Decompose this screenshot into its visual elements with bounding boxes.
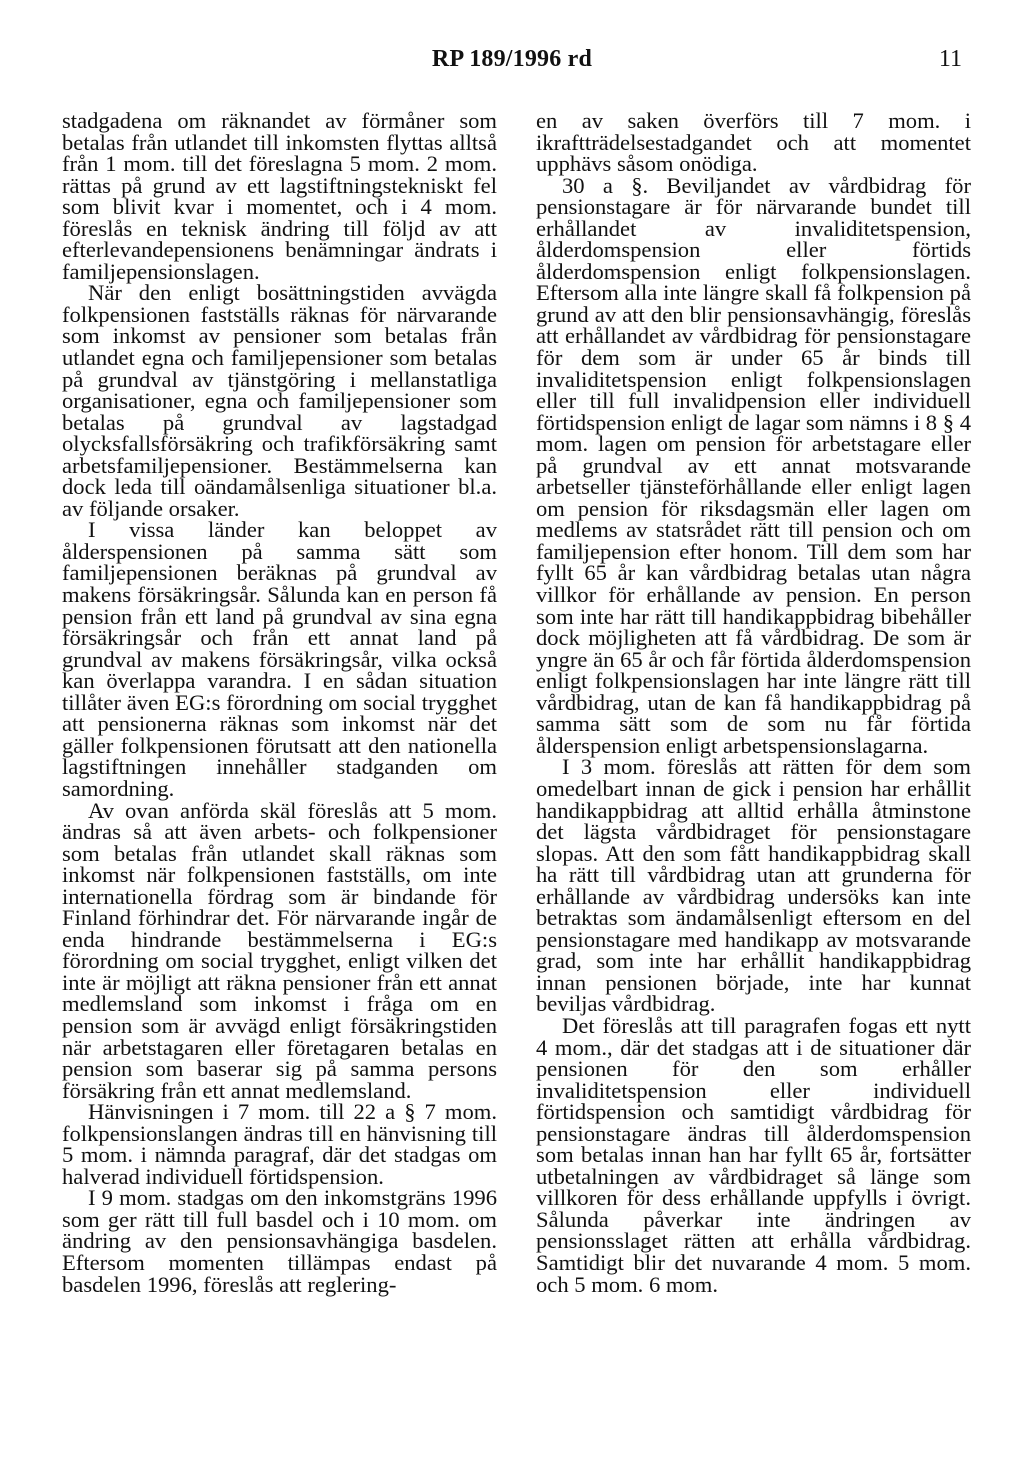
left-column [62, 110, 497, 1295]
page-header [0, 46, 1024, 82]
paragraph: Hänvisningen i 7 mom. till 22 a § 7 mom. folkpensionslangen ändras till en hänvisning till 5 mom. i nämnda paragraf, där det stadgas om halverad individuell förtidspension. [62, 1099, 497, 1189]
right-column [536, 110, 971, 1295]
paragraph: När den enligt bosättningstiden avvägda folkpensionen fastställs räknas för närvarande som inkomst av pensioner som betalas från utlandet egna och familjepensioner som betalas på grundval av tjänstgöring i mellanstatliga organisationer, egna och familjepensioner som betalas på grundval av lagstadgad olycksfallsförsäkring och trafikförsäkring samt arbetsfamiljepensioner. Bestämmelserna kan dock leda till oändamålsenliga situationer bl.a. av följande orsaker. [62, 280, 497, 521]
document-title: RP 189/1996 rd [431, 46, 593, 72]
paragraph: en av saken överförs till 7 mom. i ikraftträdelsestadgandet och att momentet upphävs såsom onödiga. [536, 108, 971, 177]
paragraph: I vissa länder kan beloppet av ålderspensionen på samma sätt som familjepensionen beräknas på grundval av makens försäkringsår. Sålunda kan en person få pension från ett land på grundval av sina egna försäkringsår och från ett annat land på grundval av makens försäkringsår, vilka också kan överlappa varandra. I en sådan situation tillåter även EG:s förordning om social trygghet att pensionerna räknas som inkomst när det gäller folkpensionen förutsatt att den nationella lagstiftningen innehåller stadganden om samordning. [62, 517, 497, 801]
paragraph: I 3 mom. föreslås att rätten för dem som omedelbart innan de gick i pension har erhållit handikappbidrag att alltid erhålla åtminstone det lägsta vårdbidraget för pensionstagare slopas. Att den som fått handikappbidrag skall ha rätt till vårdbidrag utan att grunderna för erhållande av vårdbidrag undersöks kan inte betraktas som ändamålsenligt eftersom en del pensionstagare med handikapp av motsvarande grad, som inte har erhållit handikappbidrag innan pensionen började, inte har kunnat beviljas vårdbidrag. [536, 754, 971, 1017]
paragraph: 30 a §. Beviljandet av vårdbidrag för pensionstagare är för närvarande bundet till erhållandet av invaliditetspension, ålderdomspension eller förtids ålderdomspension enligt folkpensionslagen. Eftersom alla inte längre skall få folkpension på grund av att den blir pensionsavhängig, föreslås att erhållandet av vårdbidrag för pensionstagare för dem som är under 65 år binds till invaliditetspension enligt folkpensionslagen eller till full invalidpension eller individuell förtidspension enligt de lagar som nämns i 8 § 4 mom. lagen om pension för arbetstagare eller på grundval av ett annat motsvarande arbetseller tjänsteförhållande eller enligt lagen om pension för riksdagsmän eller lagen om medlems av statsrådet rätt till pension och om familjepension efter honom. Till dem som har fyllt 65 år kan vårdbidrag betalas utan några villkor för erhållande av pension. En person som inte har rätt till handikappbidrag bibehåller dock möjligheten att få vårdbidrag. De som är yngre än 65 år och får förtida ålderdomspension enligt folkpensionslagen har inte längre rätt till vårdbidrag, utan de kan få handikappbidrag på samma sätt som de som nu får förtida ålderspension enligt arbetspensionslagarna. [536, 172, 971, 758]
paragraph: I 9 mom. stadgas om den inkomstgräns 1996 som ger rätt till full basdel och i 10 mom. om ändring av den pensionsavhängiga basdelen. Eftersom momenten tillämpas endast på basdelen 1996, föreslås att reglering- [62, 1185, 497, 1297]
page-number: 11 [938, 46, 962, 72]
paragraph: Det föreslås att till paragrafen fogas ett nytt 4 mom., där det stadgas att i de situationer där pensionen för den som erhåller invaliditetspension eller individuell förtidspension och samtidigt vårdbidrag för pensionstagare ändras till ålderdomspension som betalas innan han har fyllt 65 år, fortsätter utbetalningen av vårdbidraget så länge som villkoren för dess erhållande uppfylls i övrigt. Sålunda påverkar inte ändringen av pensionsslaget rätten att erhålla vårdbidrag. Samtidigt blir det nuvarande 4 mom. 5 mom. och 5 mom. 6 mom. [536, 1012, 971, 1297]
paragraph: stadgadena om räknandet av förmåner som betalas från utlandet till inkomsten flyttas alltså från 1 mom. till det föreslagna 5 mom. 2 mom. rättas på grund av ett lagstiftningstekniskt fel som blivit kvar i momentet, och i 4 mom. föreslås en teknisk ändring till följd av att efterlevandepensionens benämningar ändrats i familjepensionslagen. [62, 108, 497, 284]
paragraph: Av ovan anförda skäl föreslås att 5 mom. ändras så att även arbets- och folkpensioner som betalas från utlandet skall räknas som inkomst när folkpensionen fastställs, om inte internationella fördrag som är bindande för Finland förhindrar det. För närvarande ingår de enda hindrande bestämmelserna i EG:s förordning om social trygghet, enligt vilken det inte är möjligt att räkna pensioner från ett annat medlemsland som inkomst i fråga om en pension som är avvägd enligt försäkringstiden när arbetstagaren eller företagaren betalas en pension som baserar sig på samma persons försäkring från ett annat medlemsland. [62, 797, 497, 1103]
